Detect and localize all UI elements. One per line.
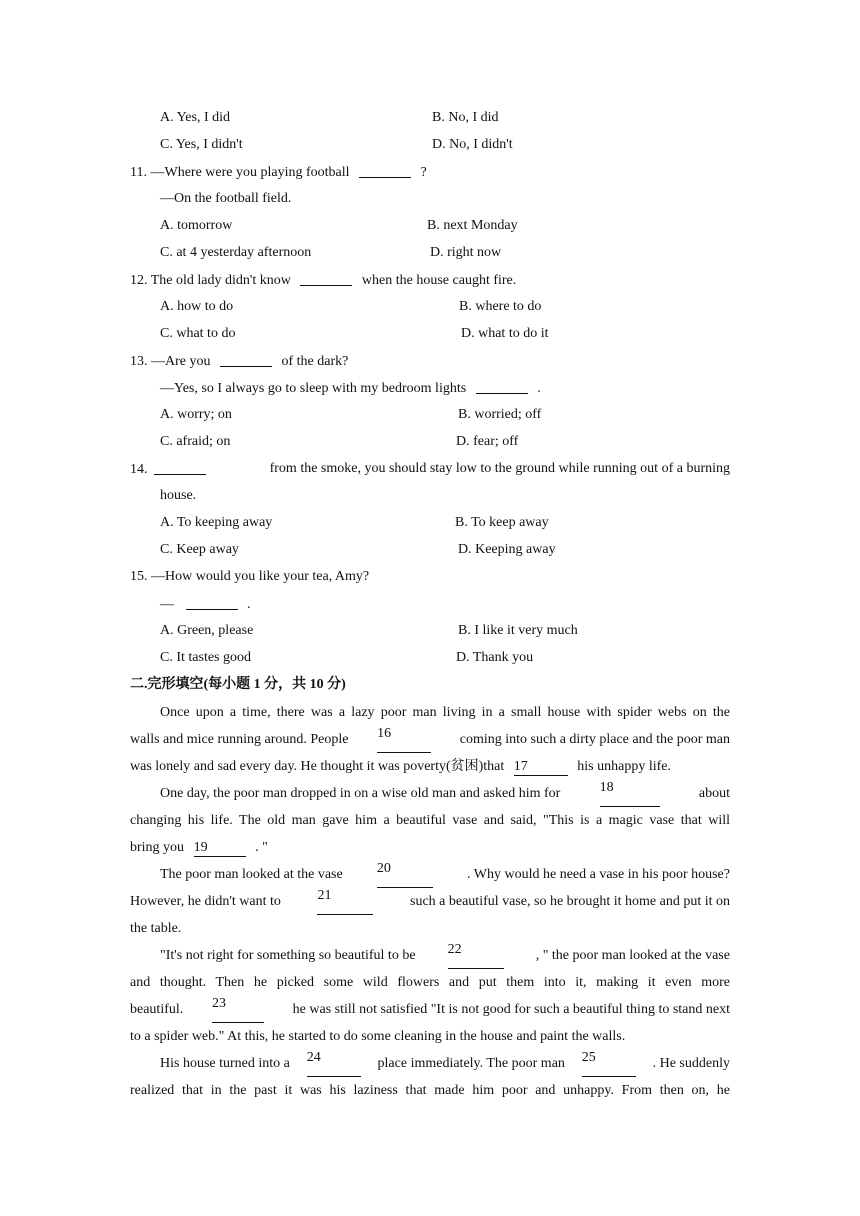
q11-option-a: A. tomorrow: [160, 218, 233, 233]
passage-line: [130, 888, 730, 915]
passage-text: . He suddenly: [652, 1056, 730, 1071]
passage-line: [130, 780, 730, 807]
passage-line: [130, 1050, 730, 1077]
q13-reply-text: —Yes, so I always go to sleep with my bedroom lights: [160, 381, 467, 396]
q15-option-d: D. Thank you: [456, 650, 534, 665]
q11-option-d: D. right now: [430, 245, 502, 260]
passage-text: his unhappy life.: [577, 759, 671, 774]
passage-line: the table.: [130, 921, 182, 936]
passage-line: [130, 753, 730, 780]
q10-option-b: B. No, I did: [432, 110, 499, 125]
q15-option-c: C. It tastes good: [160, 650, 251, 665]
passage-text: His house turned into a: [160, 1056, 290, 1071]
passage-text: , " the poor man looked at the vase: [535, 948, 730, 963]
passage-text: bring you: [130, 840, 185, 855]
blank-20: 20: [377, 861, 433, 888]
passage-text: "It's not right for something so beautiful to be: [160, 948, 416, 963]
passage-line: to a spider web." At this, he started to do some cleaning in the house and paint the walls.: [130, 1029, 626, 1044]
q11-stem-text: 11. —Where were you playing football: [130, 165, 350, 180]
q12-option-b: B. where to do: [459, 299, 542, 314]
q12-option-c: C. what to do: [160, 326, 236, 341]
passage-text: such a beautiful vase, so he brought it home and put it on: [410, 894, 730, 909]
q12-option-d: D. what to do it: [461, 326, 549, 341]
passage-line: [130, 861, 730, 888]
cloze-passage: [130, 699, 730, 1104]
passage-line: [130, 726, 730, 753]
passage-line: Once upon a time, there was a lazy poor man living in a small house with spider webs on the: [160, 705, 730, 720]
passage-text: beautiful.: [130, 1002, 184, 1017]
q11-blank: [359, 163, 411, 178]
q15-reply: [160, 595, 251, 614]
q10-option-c: C. Yes, I didn't: [160, 137, 243, 152]
q12-blank: [300, 271, 352, 286]
blank-17: 17: [514, 759, 568, 776]
q11-stem: [130, 163, 427, 182]
passage-text: walls and mice running around. People: [130, 732, 349, 747]
passage-text: was lonely and sad every day. He thought it was poverty(贫困)that: [130, 759, 505, 774]
q13-reply: [160, 379, 541, 398]
q15-stem: 15. —How would you like your tea, Amy?: [130, 569, 370, 584]
passage-text: place immediately. The poor man: [377, 1056, 565, 1071]
blank-24: 24: [307, 1050, 361, 1077]
blank-21: 21: [317, 888, 373, 915]
q15-reply-dash: —: [160, 597, 174, 612]
blank-16: 16: [377, 726, 431, 753]
passage-line: [130, 996, 730, 1023]
passage-text: One day, the poor man dropped in on a wise old man and asked him for: [160, 786, 561, 801]
q14-number: 14.: [130, 462, 148, 477]
q13-stem-text: 13. —Are you: [130, 354, 211, 369]
blank-22: 22: [448, 942, 504, 969]
q13-option-a: A. worry; on: [160, 407, 232, 422]
q15-reply-end: .: [247, 597, 251, 612]
q13-stem: [130, 352, 348, 371]
section-title: 二.完形填空(每小题 1 分，共 10 分): [130, 677, 346, 692]
q11-stem-end: ?: [420, 165, 427, 180]
q12-stem: [130, 271, 516, 290]
q14-option-c: C. Keep away: [160, 542, 239, 557]
q15-option-a: A. Green, please: [160, 623, 254, 638]
q12-stem-end: when the house caught fire.: [361, 273, 517, 288]
q12-option-a: A. how to do: [160, 299, 234, 314]
q11-option-c: C. at 4 yesterday afternoon: [160, 245, 312, 260]
q14-stem-cont: house.: [160, 488, 197, 503]
passage-line: changing his life. The old man gave him a beautiful vase and said, "This is a magic vase that will: [130, 813, 730, 828]
passage-text: coming into such a dirty place and the poor man: [459, 732, 730, 747]
q12-stem-text: 12. The old lady didn't know: [130, 273, 291, 288]
q15-option-b: B. I like it very much: [458, 623, 578, 638]
q13-blank-1: [220, 352, 272, 367]
q14-stem: [130, 460, 730, 479]
passage-line: [130, 942, 730, 969]
q13-blank-2: [476, 379, 528, 394]
q14-option-b: B. To keep away: [455, 515, 549, 530]
passage-text: . Why would he need a vase in his poor house?: [467, 867, 730, 882]
passage-line: and thought. Then he picked some wild flowers and put them into it, making it even more: [130, 975, 730, 990]
q13-stem-end: of the dark?: [281, 354, 349, 369]
blank-18: 18: [600, 780, 660, 807]
q14-blank: [154, 460, 206, 475]
q11-option-b: B. next Monday: [427, 218, 518, 233]
q10-option-d: D. No, I didn't: [432, 137, 513, 152]
q15-blank: [186, 595, 238, 610]
passage-text: The poor man looked at the vase: [160, 867, 343, 882]
blank-25: 25: [582, 1050, 636, 1077]
passage-text: However, he didn't want to: [130, 894, 281, 909]
passage-line: realized that in the past it was his laziness that made him poor and unhappy. From then on, he: [130, 1083, 730, 1098]
q13-option-d: D. fear; off: [456, 434, 519, 449]
q11-reply: —On the football field.: [160, 191, 292, 206]
passage-line: [130, 834, 730, 861]
blank-19: 19: [194, 840, 246, 857]
passage-text: he was still not satisfied "It is not good for such a beautiful thing to stand next: [292, 1002, 730, 1017]
blank-23: 23: [212, 996, 264, 1023]
q10-option-a: A. Yes, I did: [160, 110, 231, 125]
passage-text: . ": [255, 840, 268, 855]
q14-stem-text: from the smoke, you should stay low to the ground while running out of a burning: [269, 461, 730, 476]
q14-option-d: D. Keeping away: [458, 542, 556, 557]
passage-text: about: [698, 786, 730, 801]
q13-reply-end: .: [537, 381, 541, 396]
q13-option-c: C. afraid; on: [160, 434, 231, 449]
q13-option-b: B. worried; off: [458, 407, 542, 422]
q14-option-a: A. To keeping away: [160, 515, 273, 530]
